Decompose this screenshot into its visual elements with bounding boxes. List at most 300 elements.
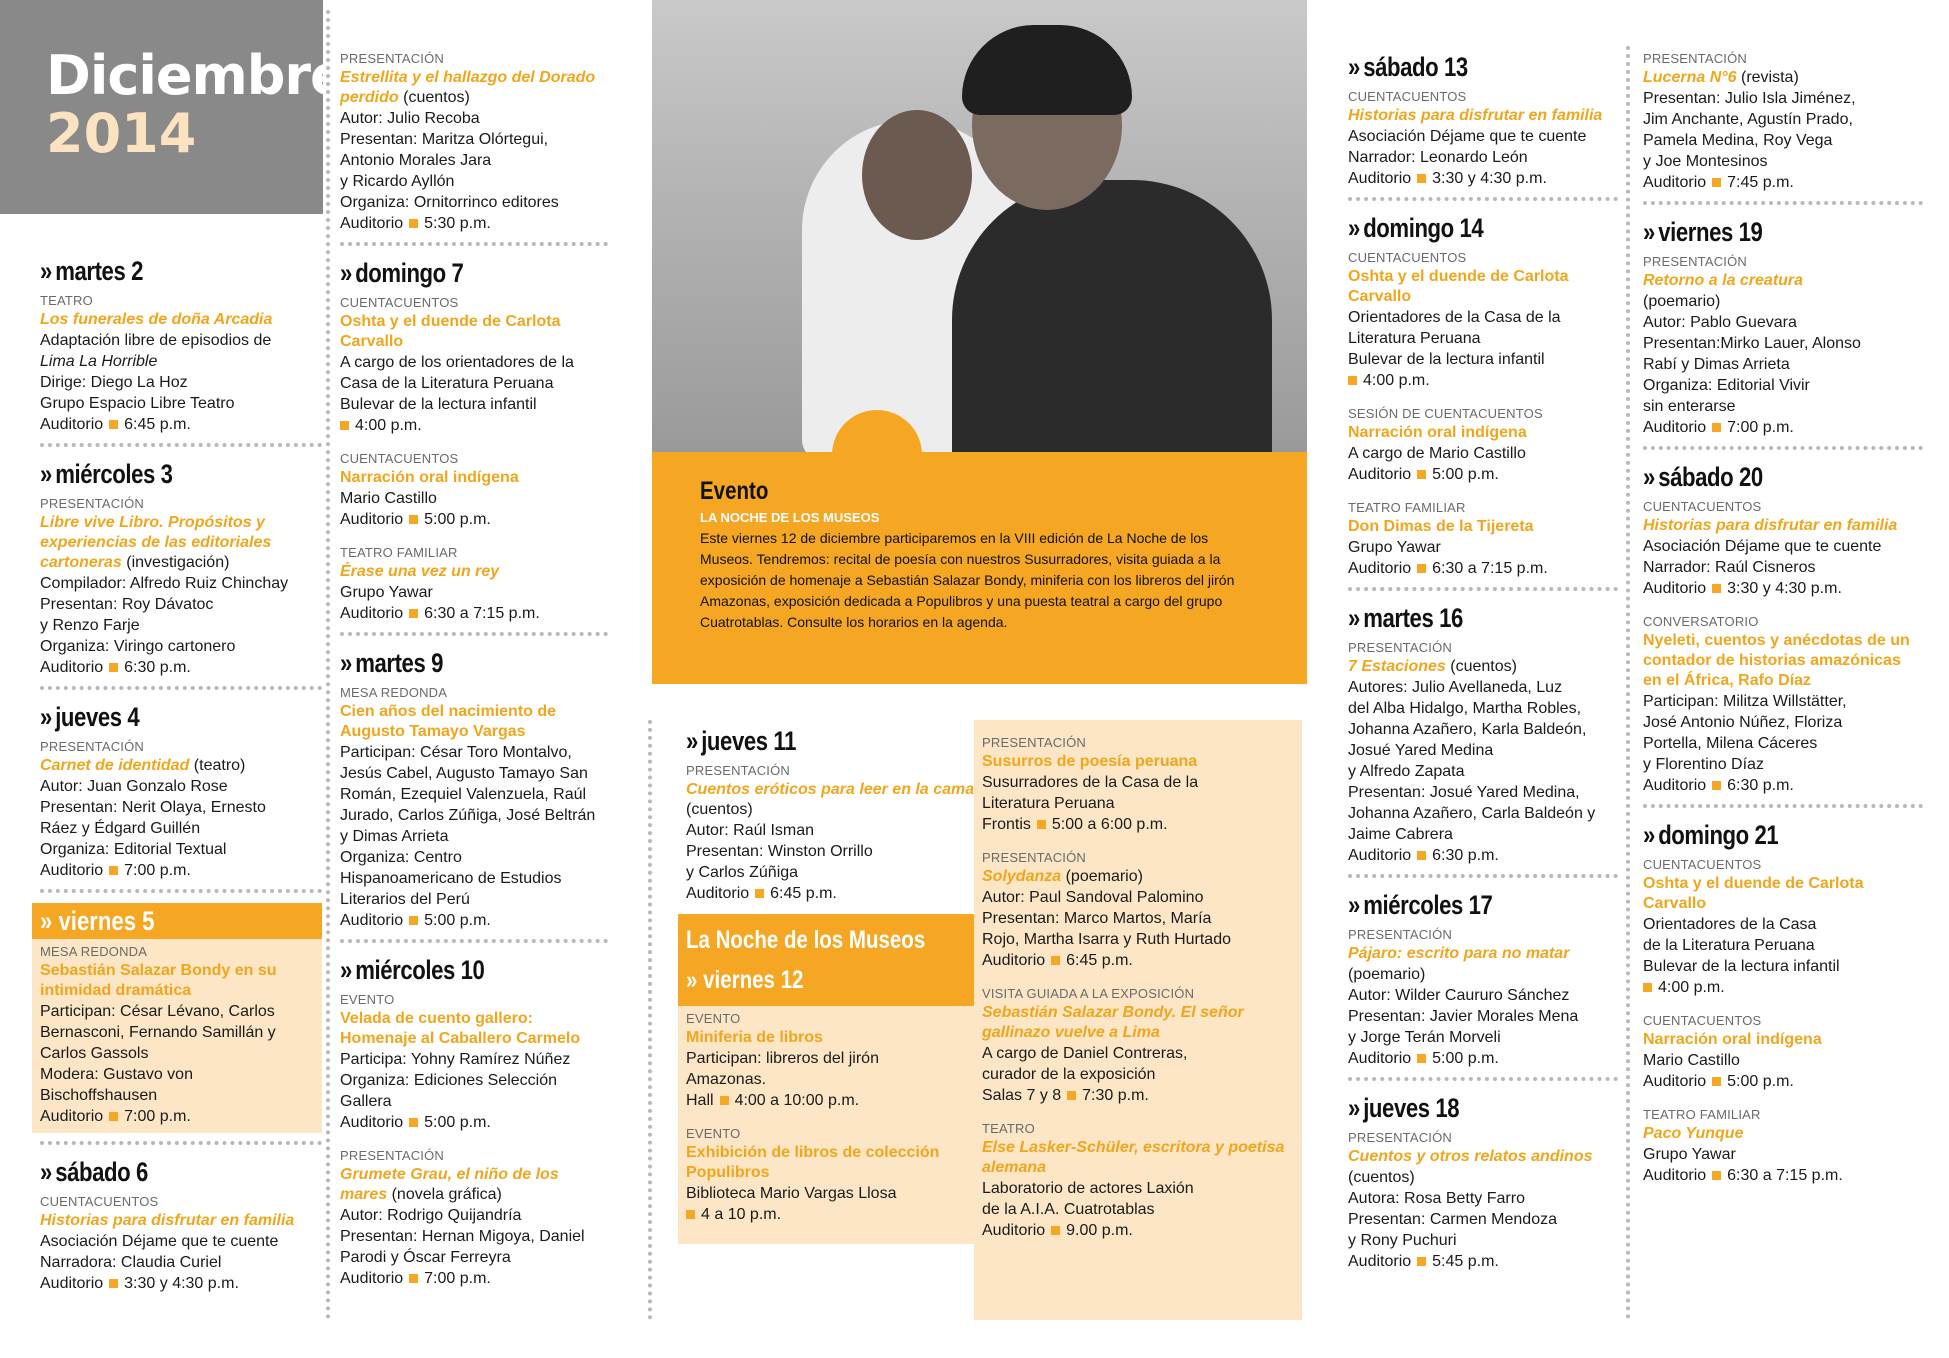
event-venue: Auditorio (340, 912, 404, 929)
spacer (1348, 485, 1618, 495)
event-title (1348, 423, 1618, 443)
highlight-day-box (32, 903, 322, 1133)
event-title (340, 1009, 608, 1049)
event-detail-line: Presentan: Josué Yared Medina, (1348, 784, 1580, 801)
event-detail-line: Autor: Rodrigo Quijandría (340, 1207, 522, 1224)
event-venue-time (1348, 558, 1618, 579)
day-heading-highlight (32, 903, 322, 939)
event-detail-line: Participan: César Lévano, Carlos (40, 1003, 275, 1020)
event-detail-line: Autor: Pablo Guevara (1643, 314, 1797, 331)
event-detail-line: Jaime Cabrera (1348, 826, 1453, 843)
event-title (982, 1003, 1294, 1043)
event-detail-line: Organiza: Editorial Textual (40, 841, 227, 858)
time-square-icon (1417, 1054, 1426, 1063)
day-heading (1643, 215, 1873, 249)
event-time: 5:00 p.m. (1727, 1073, 1794, 1090)
event-detail-line: Jurado, Carlos Zúñiga, José Beltrán (340, 807, 596, 824)
event-category: CUENTACUENTOS (1348, 250, 1467, 265)
dancer-man-hair (962, 25, 1132, 115)
event-title-text: Carnet de identidad (40, 757, 190, 774)
event-venue-time (340, 603, 608, 624)
event-title (1348, 944, 1618, 964)
day-label: sábado 13 (1363, 52, 1468, 82)
event-detail-line: Organiza: Ediciones Selección (340, 1072, 558, 1089)
day-heading (40, 700, 271, 734)
event-venue-time (1643, 578, 1923, 599)
event-title (40, 310, 322, 330)
event-detail-line: Presentan: Javier Morales Mena (1348, 1008, 1579, 1025)
event-venue-time (1643, 417, 1923, 438)
event-title (1643, 271, 1923, 291)
event-detail-line: Pamela Medina, Roy Vega (1643, 132, 1833, 149)
event-venue: Auditorio (340, 215, 404, 232)
noche-day-inner (686, 960, 803, 1000)
event-title (982, 1138, 1294, 1178)
event-detail-line: y Renzo Farje (40, 617, 140, 634)
event-detail-line: Gallera (340, 1093, 392, 1110)
event-title-text: Oshta y el duende de Carlota Carvallo (340, 313, 561, 350)
day-label: viernes 12 (703, 966, 804, 994)
event-title (40, 756, 322, 776)
event-detail-line: (cuentos) (1348, 1169, 1415, 1186)
event-detail-line: Bulevar de la lectura infantil (1643, 958, 1840, 975)
event-time: 4:00 a 10:00 p.m. (734, 1092, 860, 1109)
chevron-icon: » (40, 906, 53, 936)
event-detail-line: Laboratorio de actores Laxión (982, 1180, 1194, 1197)
event-venue: Auditorio (340, 1270, 404, 1287)
day-label: viernes 5 (58, 906, 155, 936)
event-detail-line: Josué Yared Medina (1348, 742, 1494, 759)
event-venue: Auditorio (1643, 174, 1707, 191)
event-category: PRESENTACIÓN (1348, 927, 1453, 942)
event-title (686, 1143, 968, 1183)
spacer (340, 1133, 608, 1143)
event-category: CUENTACUENTOS (340, 451, 459, 466)
chevron-icon: » (1643, 462, 1655, 492)
event-venue: Auditorio (1348, 466, 1412, 483)
event-time: 6:30 a 7:15 p.m. (424, 605, 540, 622)
event-title (686, 780, 976, 820)
event-venue: Auditorio (1348, 170, 1412, 187)
evento-title: Evento (700, 477, 769, 505)
event-title-text: Érase una vez un rey (340, 563, 500, 580)
event-category: SESIÓN DE CUENTACUENTOS (1348, 406, 1543, 421)
event-category: PRESENTACIÓN (1643, 51, 1748, 66)
event-detail-line: Narrador: Leonardo León (1348, 149, 1528, 166)
time-square-icon (1643, 983, 1652, 992)
noche-title: La Noche de los Museos (686, 926, 926, 954)
chevron-icon: » (1643, 217, 1655, 247)
spacer (686, 1111, 968, 1121)
event-detail-line: Biblioteca Mario Vargas Llosa (686, 1185, 897, 1202)
event-detail-line: Rabí y Dimas Arrieta (1643, 356, 1790, 373)
event-time: 6:30 p.m. (124, 659, 191, 676)
time-square-icon (1037, 820, 1046, 829)
event-title-text: Retorno a la creatura (1643, 272, 1804, 289)
event-time: 5:00 p.m. (424, 912, 491, 929)
event-detail-line: Literatura Peruana (982, 795, 1115, 812)
day-heading (40, 457, 271, 491)
event-category: CUENTACUENTOS (40, 1194, 159, 1209)
event-category: EVENTO (340, 992, 395, 1007)
year-title: 2014 (46, 102, 197, 165)
event-detail-line: Mario Castillo (340, 490, 437, 507)
day-heading (340, 953, 560, 987)
event-time: 5:30 p.m. (424, 215, 491, 232)
event-title-text: Libre vive Libro. Propósitos y experiencias de las editoriales cartoneras (40, 514, 272, 571)
event-detail-line: Grupo Yawar (340, 584, 433, 601)
event-detail-line: Narrador: Raúl Cisneros (1643, 559, 1816, 576)
event-detail-line: Bernasconi, Fernando Samillán y (40, 1024, 276, 1041)
event-title-text: Susurros de poesía peruana (982, 753, 1198, 770)
event-detail-line: Ráez y Édgard Guillén (40, 820, 201, 837)
time-square-icon (1417, 470, 1426, 479)
event-detail-line: Autor: Juan Gonzalo Rose (40, 778, 228, 795)
event-detail-line: Parodi y Óscar Ferreyra (340, 1249, 511, 1266)
event-category: MESA REDONDA (40, 944, 148, 959)
time-square-icon (109, 420, 118, 429)
event-title-suffix: (cuentos) (398, 89, 470, 106)
day-heading (1643, 818, 1873, 852)
event-time: 7:00 p.m. (124, 1108, 191, 1125)
event-title (982, 867, 1294, 887)
event-detail-line: Presentan: Julio Isla Jiménez, (1643, 90, 1856, 107)
event-detail-line: Grupo Yawar (1348, 539, 1441, 556)
time-square-icon (409, 1274, 418, 1283)
event-title (1348, 267, 1618, 307)
event-detail-line: Carlos Gassols (40, 1045, 149, 1062)
event-detail-line: Susurradores de la Casa de la (982, 774, 1199, 791)
chevron-icon: » (1643, 820, 1655, 850)
event-detail-line: Autor: Raúl Isman (686, 822, 815, 839)
event-venue: Auditorio (1643, 419, 1707, 436)
event-detail-line: Asociación Déjame que te cuente (1348, 128, 1587, 145)
event-venue-time (686, 883, 976, 904)
agenda-column-3 (686, 720, 976, 1244)
event-title-text: Lucerna N°6 (1643, 69, 1737, 86)
event-title-text: Historias para disfrutar en familia (40, 1212, 295, 1229)
event-title-suffix: (revista) (1736, 69, 1799, 86)
event-detail-line: Jesús Cabel, Augusto Tamayo San (340, 765, 588, 782)
event-venue-time (1643, 172, 1923, 193)
day-heading (1643, 460, 1873, 494)
event-category: PRESENTACIÓN (1348, 640, 1453, 655)
event-venue: Auditorio (1348, 1253, 1412, 1270)
day-heading (40, 254, 271, 288)
event-title-suffix: (cuentos) (686, 801, 753, 818)
spacer (1643, 599, 1923, 609)
event-detail-line: Literatura Peruana (1348, 330, 1481, 347)
event-detail-line: y Jorge Terán Morveli (1348, 1029, 1501, 1046)
event-title-text: Cuentos y otros relatos andinos (1348, 1148, 1593, 1165)
event-venue: Auditorio (40, 416, 104, 433)
column-separator (1626, 46, 1630, 1320)
time-square-icon (1712, 781, 1721, 790)
event-detail-line: Lima La Horrible (40, 353, 158, 370)
event-time: 5:45 p.m. (1432, 1253, 1499, 1270)
event-detail-line: Portella, Milena Cáceres (1643, 735, 1818, 752)
dotted-divider (40, 443, 322, 447)
column-separator (648, 720, 652, 1320)
time-square-icon (409, 609, 418, 618)
event-title-text: Historias para disfrutar en familia (1348, 107, 1603, 124)
event-detail-line: Adaptación libre de episodios de (40, 332, 272, 349)
event-detail-line: Organiza: Centro (340, 849, 462, 866)
event-category: MESA REDONDA (340, 685, 448, 700)
agenda-column-5 (1348, 46, 1618, 1272)
event-time: 6:45 p.m. (1066, 952, 1133, 969)
event-title-text: Solydanza (982, 868, 1062, 885)
day-heading (340, 256, 560, 290)
event-venue-time (982, 1220, 1294, 1241)
event-time: 6:45 p.m. (770, 885, 837, 902)
event-venue-time (340, 910, 608, 931)
event-venue: Frontis (982, 816, 1031, 833)
event-title (1643, 68, 1923, 88)
event-time: 5:00 p.m. (1432, 1050, 1499, 1067)
event-title-suffix: (investigación) (121, 554, 230, 571)
event-detail-line: Jim Anchante, Agustín Prado, (1643, 111, 1853, 128)
event-detail-line: Autor: Julio Recoba (340, 110, 480, 127)
event-detail-line: Asociación Déjame que te cuente (1643, 538, 1882, 555)
event-category: CUENTACUENTOS (1643, 1013, 1762, 1028)
event-detail-line: Bischoffshausen (40, 1087, 158, 1104)
event-venue: Auditorio (686, 885, 750, 902)
dotted-divider (1348, 1077, 1618, 1081)
event-detail-line: Amazonas. (686, 1071, 767, 1088)
event-title-suffix: (poemario) (1061, 868, 1143, 885)
month-title-block (0, 0, 346, 214)
agenda-column-6 (1643, 46, 1923, 1186)
event-detail-line: (poemario) (1348, 966, 1426, 983)
time-square-icon (1712, 1171, 1721, 1180)
event-detail-line: Presentan: Maritza Olórtegui, (340, 131, 549, 148)
day-label: domingo 7 (355, 258, 464, 288)
event-venue: Auditorio (340, 511, 404, 528)
event-time: 6:45 p.m. (124, 416, 191, 433)
dotted-divider (1348, 197, 1618, 201)
event-detail-line: Rojo, Martha Isarra y Ruth Hurtado (982, 931, 1231, 948)
noche-title-row (686, 920, 968, 960)
event-venue-time (40, 414, 322, 435)
event-detail-line: Participan: libreros del jirón (686, 1050, 879, 1067)
time-square-icon (1417, 1257, 1426, 1266)
time-square-icon (1712, 423, 1721, 432)
event-category: PRESENTACIÓN (1643, 254, 1748, 269)
day-heading (1348, 50, 1569, 84)
event-venue: Salas 7 y 8 (982, 1087, 1062, 1104)
event-title-text: Narración oral indígena (1643, 1031, 1822, 1048)
event-title-text: Grumete Grau, el niño de los mares (340, 1166, 559, 1203)
event-category: TEATRO FAMILIAR (1348, 500, 1466, 515)
event-category: PRESENTACIÓN (340, 51, 445, 66)
time-square-icon (409, 916, 418, 925)
day-label: sábado 20 (1658, 462, 1763, 492)
event-title-text: Velada de cuento gallero: Homenaje al Caballero Carmelo (340, 1010, 581, 1047)
event-venue: Auditorio (1348, 1050, 1412, 1067)
event-time: 5:00 p.m. (424, 1114, 491, 1131)
dotted-divider (40, 1141, 322, 1145)
day-heading (686, 724, 924, 758)
event-detail-line: Orientadores de la Casa de la (1348, 309, 1561, 326)
event-detail-line: José Antonio Núñez, Floriza (1643, 714, 1843, 731)
event-venue-time (340, 415, 608, 436)
event-title (686, 1028, 968, 1048)
event-detail-line: curador de la exposición (982, 1066, 1156, 1083)
event-time: 4:00 p.m. (1658, 979, 1725, 996)
dotted-divider (340, 242, 608, 246)
event-venue: Auditorio (1643, 1073, 1707, 1090)
event-time: 3:30 y 4:30 p.m. (124, 1275, 239, 1292)
day-label: miércoles 10 (355, 955, 485, 985)
event-venue-time (982, 814, 1294, 835)
event-venue: Auditorio (40, 862, 104, 879)
event-venue-time (1643, 1165, 1923, 1186)
day-heading (1348, 888, 1569, 922)
event-category: PRESENTACIÓN (982, 735, 1087, 750)
event-title (1643, 631, 1923, 691)
time-square-icon (1417, 851, 1426, 860)
event-time: 4 a 10 p.m. (701, 1206, 782, 1223)
time-square-icon (1051, 956, 1060, 965)
event-category: EVENTO (686, 1011, 741, 1026)
day-heading (40, 1155, 271, 1189)
event-category: PRESENTACIÓN (686, 763, 791, 778)
event-time: 4:00 p.m. (1363, 372, 1430, 389)
event-title-suffix: (teatro) (189, 757, 246, 774)
chevron-icon: » (40, 702, 52, 732)
event-detail-line: A cargo de Daniel Contreras, (982, 1045, 1188, 1062)
event-venue-time (1643, 1071, 1923, 1092)
time-square-icon (409, 219, 418, 228)
event-venue-time (686, 1204, 968, 1225)
chevron-icon: » (40, 1157, 52, 1187)
day-label: jueves 18 (1363, 1093, 1460, 1123)
time-square-icon (1712, 178, 1721, 187)
event-title-text: Don Dimas de la Tijereta (1348, 518, 1534, 535)
event-detail-line: del Alba Hidalgo, Martha Robles, (1348, 700, 1582, 717)
day-label: domingo 21 (1658, 820, 1779, 850)
event-venue: Auditorio (40, 1275, 104, 1292)
dotted-divider (1348, 874, 1618, 878)
event-title (340, 312, 608, 352)
chevron-icon: » (1348, 890, 1360, 920)
event-category: PRESENTACIÓN (40, 739, 145, 754)
event-detail-line: Literarios del Perú (340, 891, 470, 908)
noche-museos-heading (678, 914, 976, 1006)
event-category: PRESENTACIÓN (40, 496, 145, 511)
event-venue: Auditorio (1348, 847, 1412, 864)
event-detail-line: Presentan: Marco Martos, María (982, 910, 1212, 927)
event-detail-line: Organiza: Editorial Vivir (1643, 377, 1810, 394)
event-detail-line: Participan: César Toro Montalvo, (340, 744, 572, 761)
time-square-icon (1417, 564, 1426, 573)
spacer (340, 530, 608, 540)
event-venue-time (40, 1273, 322, 1294)
chevron-icon: » (340, 258, 352, 288)
viernes-12-continued-box (974, 720, 1302, 1320)
time-square-icon (1712, 1077, 1721, 1086)
event-title-suffix: (cuentos) (1445, 658, 1517, 675)
event-time: 6:30 p.m. (1727, 777, 1794, 794)
event-detail-line: Narradora: Claudia Curiel (40, 1254, 222, 1271)
chevron-icon: » (1348, 52, 1360, 82)
time-square-icon (1067, 1091, 1076, 1100)
event-title-suffix: (novela gráfica) (387, 1186, 502, 1203)
event-title-text: Los funerales de doña Arcadia (40, 311, 273, 328)
spacer (982, 1106, 1294, 1116)
chevron-icon: » (686, 966, 698, 994)
event-venue: Hall (686, 1092, 714, 1109)
event-time: 7:45 p.m. (1727, 174, 1794, 191)
spacer (340, 436, 608, 446)
event-detail-line: Autor: Wilder Caururo Sánchez (1348, 987, 1570, 1004)
event-title-text: Miniferia de libros (686, 1029, 823, 1046)
event-category: TEATRO FAMILIAR (340, 545, 458, 560)
time-square-icon (109, 866, 118, 875)
event-detail-line: Organiza: Viringo cartonero (40, 638, 236, 655)
dotted-divider (1643, 446, 1923, 450)
event-time: 4:00 p.m. (355, 417, 422, 434)
noche-day-row (686, 960, 968, 1000)
dancers-photo (652, 0, 1307, 452)
day-label: martes 2 (55, 256, 143, 286)
event-category: PRESENTACIÓN (340, 1148, 445, 1163)
event-detail-line: Compilador: Alfredo Ruiz Chinchay (40, 575, 289, 592)
day-heading (1348, 601, 1569, 635)
event-detail-line: Presentan: Hernan Migoya, Daniel (340, 1228, 585, 1245)
event-title (40, 1211, 322, 1231)
event-title-text: Historias para disfrutar en familia (1643, 517, 1898, 534)
event-detail-line: y Alfredo Zapata (1348, 763, 1465, 780)
day-label: martes 9 (355, 648, 443, 678)
event-detail-line: Participa: Yohny Ramírez Núñez (340, 1051, 571, 1068)
event-time: 5:00 p.m. (424, 511, 491, 528)
event-venue-time (1348, 370, 1618, 391)
dotted-divider (340, 632, 608, 636)
time-square-icon (1348, 376, 1357, 385)
event-category: TEATRO (982, 1121, 1035, 1136)
event-venue-time (340, 213, 608, 234)
event-venue-time (1643, 775, 1923, 796)
month-title: Diciembre (46, 44, 346, 107)
dotted-divider (1348, 587, 1618, 591)
event-detail-line: Grupo Espacio Libre Teatro (40, 395, 235, 412)
dotted-divider (1643, 201, 1923, 205)
event-detail-line: Hispanoamericano de Estudios (340, 870, 562, 887)
event-detail-line: Presentan: Winston Orrillo (686, 843, 873, 860)
time-square-icon (720, 1096, 729, 1105)
event-detail-line: Participan: Militza Willstätter, (1643, 693, 1847, 710)
spacer (1643, 998, 1923, 1008)
event-title (40, 961, 314, 1001)
event-venue-time (1348, 1048, 1618, 1069)
time-square-icon (109, 1279, 118, 1288)
event-title (340, 702, 608, 742)
event-detail-line: Asociación Déjame que te cuente (40, 1233, 279, 1250)
spacer (982, 971, 1294, 981)
event-title (1643, 874, 1923, 914)
agenda-column-2 (340, 46, 608, 1289)
event-detail-line: de la Literatura Peruana (1643, 937, 1815, 954)
event-title-text: 7 Estaciones (1348, 658, 1446, 675)
dancer-woman-head (862, 110, 972, 240)
event-venue-time (982, 1085, 1294, 1106)
event-venue-time (40, 1106, 314, 1127)
event-title (1348, 106, 1618, 126)
day-label: sábado 6 (55, 1157, 148, 1187)
time-square-icon (686, 1210, 695, 1219)
